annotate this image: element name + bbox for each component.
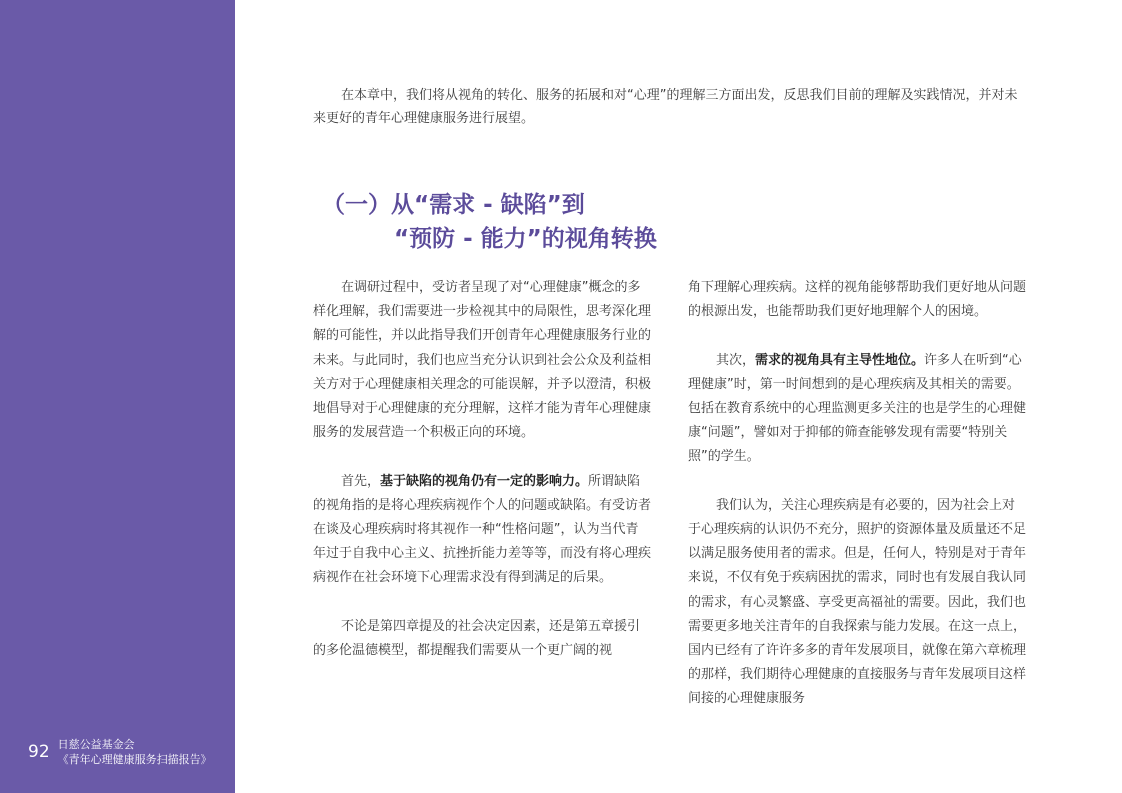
left-p2-lead: 首先，: [341, 473, 381, 489]
sidebar-band: [0, 0, 235, 793]
right-paragraph-1: 角下理解心理疾病。这样的视角能够帮助我们更好地从问题的根源出发，也能帮助我们更好地理解个人的困境。: [688, 280, 1027, 320]
intro-paragraph: 在本章中，我们将从视角的转化、服务的拓展和对“心理”的理解三方面出发，反思我们目前的理解及实践情况，并对未来更好的青年心理健康服务进行展望。: [313, 88, 1018, 126]
right-p2-lead: 其次，: [716, 352, 756, 368]
left-paragraph-2: [313, 470, 651, 591]
footer-org: 日慈公益基金会: [57, 738, 135, 751]
right-column: [688, 276, 1026, 736]
right-p2-body: 许多人在听到“心理健康”时，第一时间想到的是心理疾病及其相关的需要。包括在教育系统中的心理监测更多关注的也是学生的心理健康“问题”，譬如对于抑郁的筛查能够发现有需要“特别关照”的学生。: [688, 352, 1027, 465]
page-number: 92: [28, 742, 50, 762]
section-heading-line1: （一）从“需求 - 缺陷”到: [322, 192, 585, 218]
left-column: [313, 276, 651, 687]
right-paragraph-3: 我们认为，关注心理疾病是有必要的，因为社会上对于心理疾病的认识仍不充分，照护的资源体量及质量还不足以满足服务使用者的需求。但是，任何人，特别是对于青年来说，不仅有免于疾病困扰的需求，同时也有发展自我认同的需求，有心灵繁盛、享受更高福祉的需要。因此，我们也需要更多地关注青年的自我探索与能力发展。在这一点上，国内已经有了许许多多的青年发展项目，就像在第六章梳理的那样，我们期待心理健康的直接服务与青年发展项目这样间接的心理健康服务: [688, 497, 1027, 707]
right-paragraph-2: [688, 349, 1026, 470]
section-heading-line2: “预防 - 能力”的视角转换: [394, 226, 657, 252]
left-p2-emphasis: 基于缺陷的视角仍有一定的影响力。: [380, 473, 589, 489]
page-footer: [28, 737, 212, 767]
left-p2-body: 所谓缺陷的视角指的是将心理疾病视作个人的问题或缺陷。有受访者在谈及心理疾病时将其视作一种“性格问题”，认为当代青年过于自我中心主义、抗挫折能力差等等，而没有将心理疾病视作在社会环境下心理需求没有得到满足的后果。: [313, 473, 652, 586]
footer-report-title: 《青年心理健康服务扫描报告》: [57, 753, 212, 766]
left-paragraph-3: 不论是第四章提及的社会决定因素，还是第五章援引的多伦温德模型，都提醒我们需要从一个更广阔的视: [313, 618, 641, 659]
left-paragraph-1: 在调研过程中，受访者呈现了对“心理健康”概念的多样化理解，我们需要进一步检视其中的局限性，思考深化理解的可能性，并以此指导我们开创青年心理健康服务行业的未来。与此同时，我们也应当充分认识到社会公众及利益相关方对于心理健康相关理念的可能误解，并予以澄清，积极地倡导对于心理健康的充分理解，这样才能为青年心理健康服务的发展营造一个积极正向的环境。: [313, 280, 652, 441]
section-heading: [322, 188, 657, 256]
right-p2-emphasis: 需求的视角具有主导性地位。: [755, 352, 925, 368]
footer-source: [58, 737, 212, 767]
